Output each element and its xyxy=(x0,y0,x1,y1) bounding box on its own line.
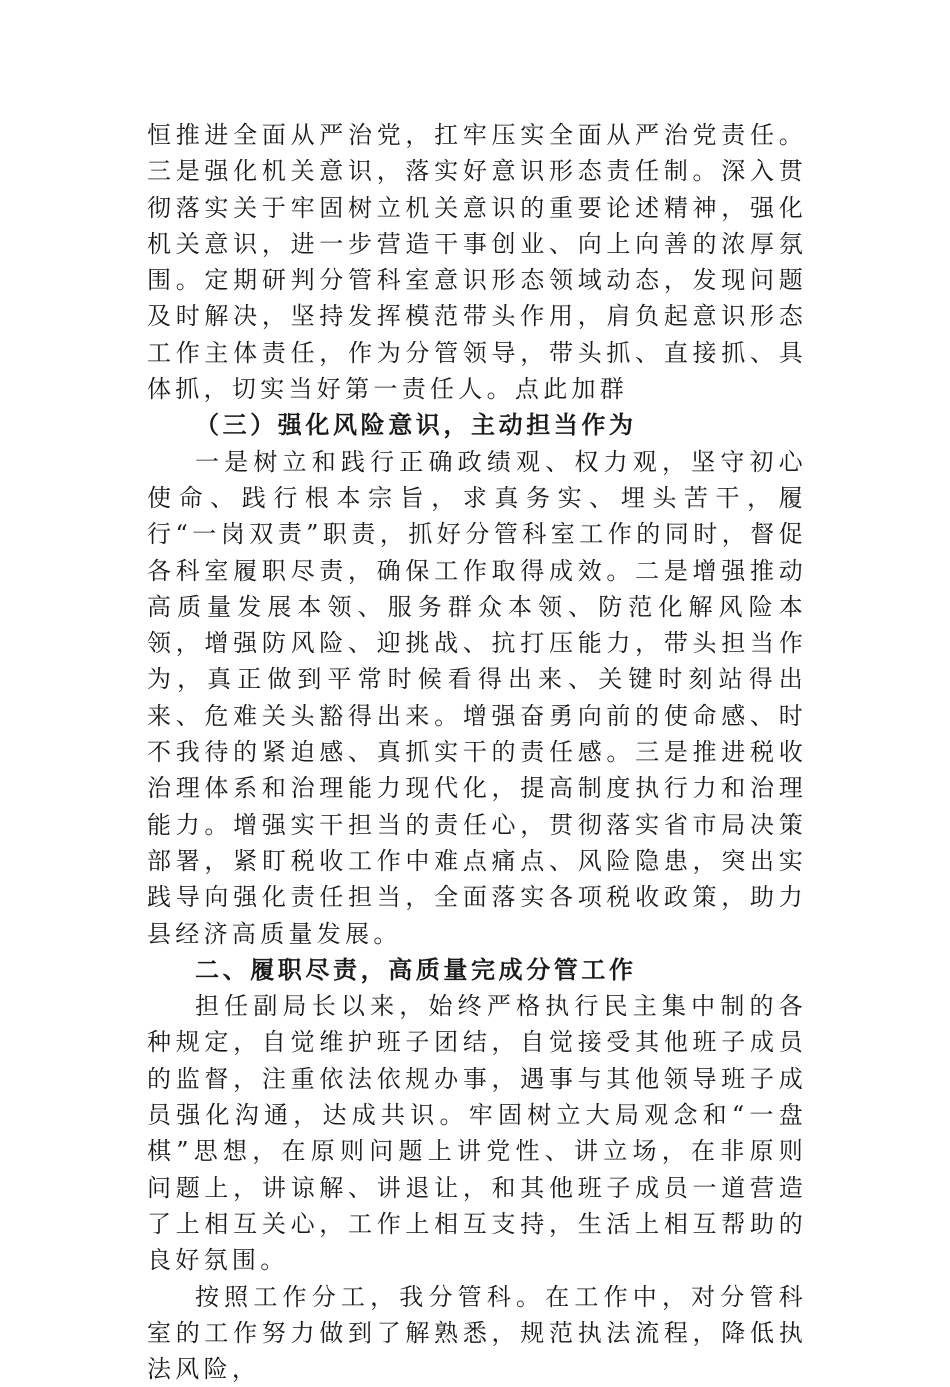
body-paragraph: 恒推进全面从严治党，扛牢压实全面从严治党责任。三是强化机关意识，落实好意识形态责任制。深入贯彻落实关于牢固树立机关意识的重要论述精神，强化机关意识，进一步营造干事创业、向上向善的浓厚氛围。定期研判分管科室意识形态领域动态，发现问题及时解决，坚持发挥模范带头作用，肩负起意识形态工作主体责任，作为分管领导，带头抓、直接抓、具体抓，切实当好第一责任人。点此加群 xyxy=(147,117,807,407)
body-paragraph: 按照工作分工，我分管科。在工作中，对分管科室的工作努力做到了解熟悉，规范执法流程，降低执法风险， xyxy=(147,1279,807,1387)
document-body xyxy=(147,117,807,1387)
section-heading: 二、履职尽责，高质量完成分管工作 xyxy=(147,952,807,988)
body-paragraph: 一是树立和践行正确政绩观、权力观，坚守初心使命、践行根本宗旨，求真务实、埋头苦干，履行“一岗双责”职责，抓好分管科室工作的同时，督促各科室履职尽责，确保工作取得成效。二是增强推动高质量发展本领、服务群众本领、防范化解风险本领，增强防风险、迎挑战、抗打压能力，带头担当作为，真正做到平常时候看得出来、关键时刻站得出来、危难关头豁得出来。增强奋勇向前的使命感、时不我待的紧迫感、真抓实干的责任感。三是推进税收治理体系和治理能力现代化，提高制度执行力和治理能力。增强实干担当的责任心，贯彻落实省市局决策部署，紧盯税收工作中难点痛点、风险隐患，突出实践导向强化责任担当，全面落实各项税收政策，助力县经济高质量发展。 xyxy=(147,444,807,952)
body-paragraph: 担任副局长以来，始终严格执行民主集中制的各种规定，自觉维护班子团结，自觉接受其他班子成员的监督，注重依法依规办事，遇事与其他领导班子成员强化沟通，达成共识。牢固树立大局观念和“一盘棋”思想，在原则问题上讲党性、讲立场，在非原则问题上，讲谅解、讲退让，和其他班子成员一道营造了上相互关心，工作上相互支持，生活上相互帮助的良好氛围。 xyxy=(147,988,807,1278)
section-subheading: （三）强化风险意识，主动担当作为 xyxy=(147,407,807,443)
